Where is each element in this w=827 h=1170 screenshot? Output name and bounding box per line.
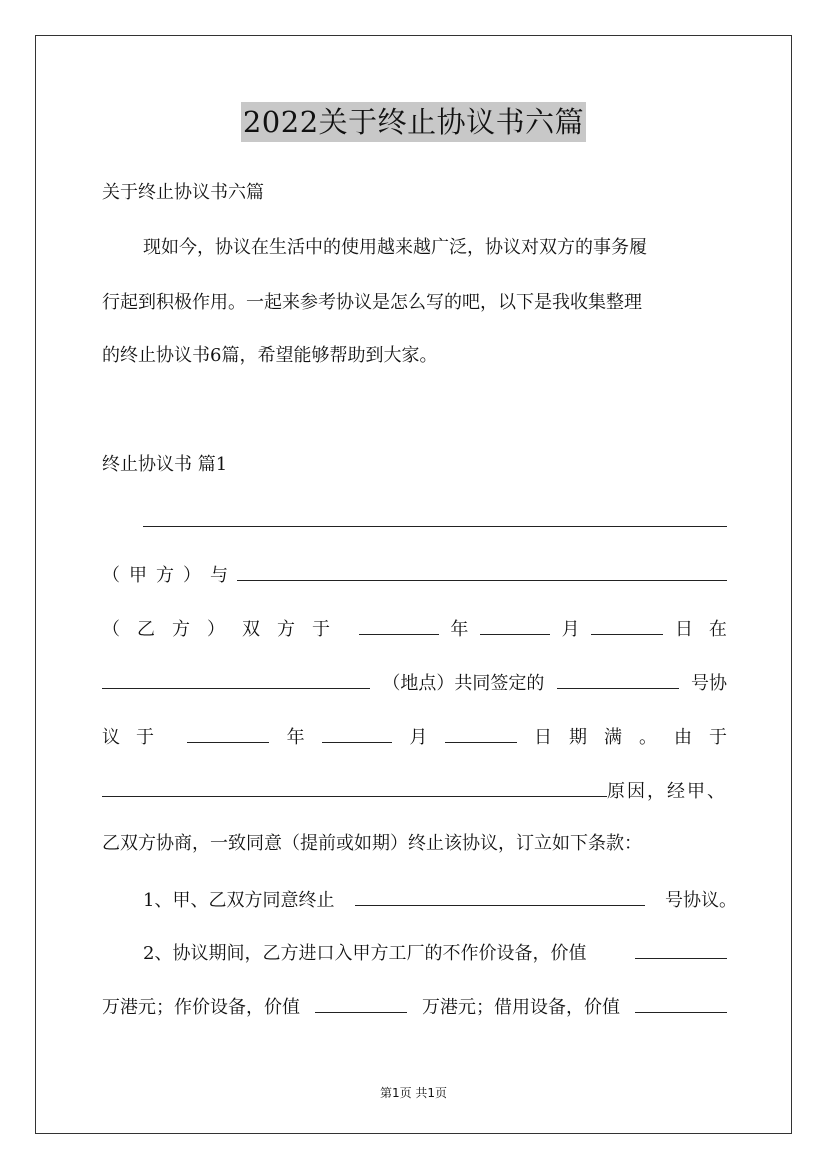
- expire-label: 日期满。由于: [533, 727, 744, 748]
- intro-line-2: 行起到积极作用。一起来参考协议是怎么写的吧，以下是我收集整理: [102, 292, 642, 313]
- blank-field: [557, 668, 679, 689]
- blank-field: [445, 722, 517, 743]
- party-a-label: （甲方）与: [102, 565, 237, 586]
- form-line-7: 乙双方协商，一致同意（提前或如期）终止该协议，订立如下条款：: [102, 833, 642, 854]
- year-label: 年: [450, 619, 469, 640]
- month-label-2: 月: [409, 727, 428, 748]
- unit-2-label: 万港元；借用设备，价值: [422, 997, 620, 1018]
- blank-field: [359, 614, 439, 635]
- section-heading: 终止协议书 篇1: [102, 454, 228, 475]
- agreement-no-label: 号协: [690, 673, 727, 694]
- blank-field: [143, 506, 727, 527]
- intro-line-3: 的终止协议书6篇，希望能够帮助到大家。: [102, 345, 438, 366]
- form-line-4: [102, 668, 727, 697]
- place-label: （地点）共同签定的: [382, 673, 545, 694]
- blank-field: [635, 992, 727, 1013]
- form-line-5: [102, 722, 744, 751]
- clause-1: [143, 885, 737, 914]
- blank-field: [591, 614, 663, 635]
- form-line-2: [102, 560, 727, 589]
- blank-field: [480, 614, 550, 635]
- document-title: 2022关于终止协议书六篇: [241, 102, 586, 142]
- page-footer: 第1页 共1页: [379, 1086, 448, 1100]
- day-at-label: 日在: [674, 619, 743, 640]
- clause-1-label: 1、甲、乙双方同意终止: [143, 890, 335, 911]
- blank-field: [315, 992, 407, 1013]
- agreement-cont-label: 议于: [102, 727, 170, 748]
- blank-field: [102, 776, 607, 797]
- intro-line-1: 现如今，协议在生活中的使用越来越广泛，协议对双方的事务履: [143, 237, 647, 258]
- reason-label: 原因，经甲、: [607, 781, 727, 802]
- blank-field: [237, 560, 727, 581]
- clause-2-label: 2、协议期间，乙方进口入甲方工厂的不作价设备，价值: [143, 943, 587, 964]
- form-line-3: [102, 614, 743, 643]
- clause-2-cont: [102, 992, 727, 1021]
- blank-field: [322, 722, 392, 743]
- subtitle: 关于终止协议书六篇: [102, 182, 264, 203]
- blank-field: [187, 722, 269, 743]
- form-line-1: [143, 506, 727, 535]
- clause-1-suffix: 号协议。: [664, 890, 737, 911]
- form-line-6: [102, 776, 727, 805]
- clause-2: [143, 938, 727, 967]
- party-b-label: （乙方）双方于: [102, 619, 347, 640]
- month-label: 月: [561, 619, 580, 640]
- blank-field: [355, 885, 645, 906]
- unit-1-label: 万港元；作价设备，价值: [102, 997, 300, 1018]
- blank-field: [635, 938, 727, 959]
- blank-field: [102, 668, 370, 689]
- year-label-2: 年: [286, 727, 305, 748]
